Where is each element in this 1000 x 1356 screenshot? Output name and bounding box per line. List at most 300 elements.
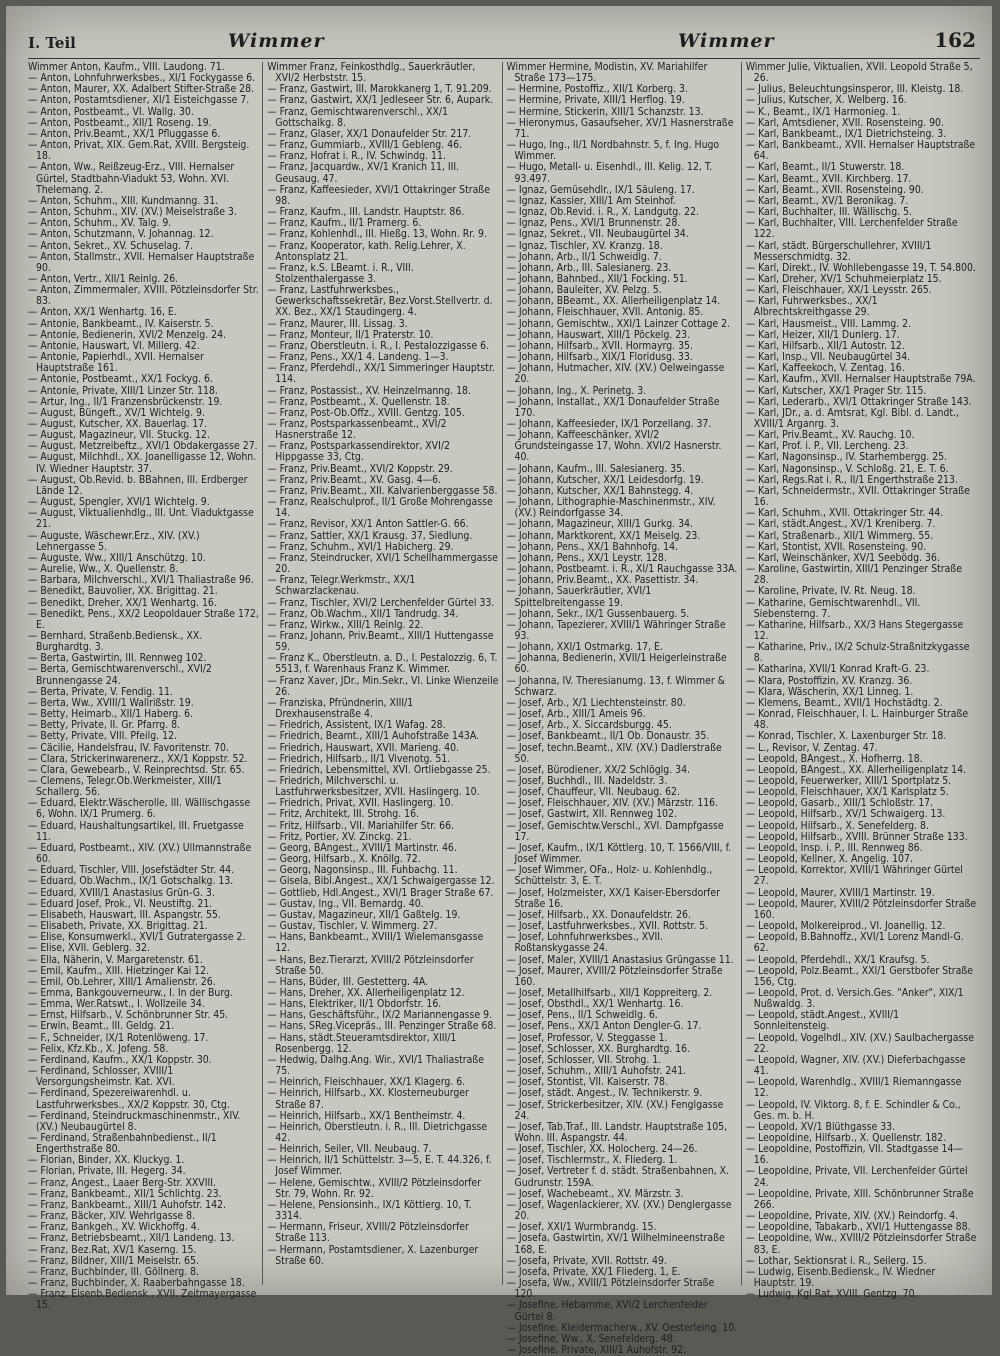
directory-entry: — Josefa, Gastwirtin, XV/1 Wilhelmineenstraße 168, E. xyxy=(506,1232,725,1256)
directory-entry: — F., Schneider, IX/1 Rotenlöweng. 17. xyxy=(28,1031,209,1044)
directory-entry: — Anton, Ww., Reißzeug-Erz., VIII. Hernalser Gürtel, Stadtbahn-Viadukt 53, Wohn. XVI. Thelemang. 2. xyxy=(28,161,235,196)
directory-entry: — Franz, Betriebsbeamt., XII/1 Landeng. 13. xyxy=(28,1232,235,1245)
directory-entry: — Franz, Postassist., XV. Heinzelmanng. 18. xyxy=(267,384,471,397)
directory-entry: — Karl, Schneidermstr., XVII. Ottakringer Straße 16. xyxy=(745,484,970,509)
directory-entry: — Klemens, Beamt., XVII/1 Hochstädtg. 2. xyxy=(745,696,943,709)
directory-entry: — Josef, Lohnfuhrwerksbes., XVII. Roßtanskygasse 24. xyxy=(506,931,663,955)
directory-entry: — Leopold, Korrektor, XVIII/1 Währinger Gürtel 27. xyxy=(745,864,963,888)
directory-entry: — Hans, Geschäftsführ., IX/2 Mariannengasse 9. xyxy=(267,1009,493,1022)
directory-entry: — Katharina, XVII/1 Konrad Kraft-G. 23. xyxy=(745,663,930,676)
directory-entry: — Gustav, Ing., VII. Bernardg. 40. xyxy=(267,897,424,910)
directory-entry: — Lothar, Sektionsrat i. R., Seilerg. 15. xyxy=(745,1254,927,1267)
directory-entry: — Antonie, Bankbeamt., IV. Kaiserstr. 5. xyxy=(28,317,214,330)
directory-entry: — Franz, Kooperator, kath. Relig.Lehrer, X. Antonsplatz 21. xyxy=(267,239,466,263)
directory-entry: — Franz, Gastwirt, III. Marokkanerg 1, T. 91.209. xyxy=(267,83,492,96)
directory-entry: — Ignaz, Tischler, XV. Kranzg. 18. xyxy=(506,239,663,252)
directory-entry: — Josef, Professor, V. Steggasse 1. xyxy=(506,1031,668,1044)
directory-entry: — Karl, Fleischhauer, XX/1 Leysstr. 265. xyxy=(745,284,932,297)
directory-entry: — August, Magazineur, VII. Stuckg. 12. xyxy=(28,429,210,442)
directory-entry: — Karl, Bankbeamt., IX/1 Dietrichsteing. 3. xyxy=(745,127,947,140)
running-head-left: Wimmer xyxy=(228,30,325,52)
directory-entry: — Berta, Gemischtwarenverschl., XVI/2 Brunnengasse 24. xyxy=(28,663,212,687)
directory-entry: — Leopold, Polz.Beamt., XXI/1 Gerstbofer Straße 156, Ctg. xyxy=(745,964,974,988)
directory-entry: — Anton, Privat, XIX. Gem.Rat, XVIII. Bergsteig. 18. xyxy=(28,139,250,163)
directory-entry: — Clemens, Telegr.Ob.Werkmeister, XIII/1 Schallerg. 56. xyxy=(28,775,222,799)
directory-entry: — Karl, Lederarb., XVI/1 Ottakringer Straße 143. xyxy=(745,395,972,408)
directory-entry: — Karl, Weinschänker, XV/1 Seebödg. 36. xyxy=(745,551,940,564)
column-3 xyxy=(506,61,742,1356)
directory-entry: — Leopold, Pferdehdl., XX/1 Kraufsg. 5. xyxy=(745,953,930,966)
directory-entry: — Franz, Post-Ob.Offz., XVIII. Gentzg. 105. xyxy=(267,406,465,419)
page-number: 162 xyxy=(934,28,976,52)
directory-entry: — Georg, BAngest., XVIII/1 Martinstr. 46. xyxy=(267,841,457,854)
directory-entry: — Karoline, Private, IV. Rt. Neug. 18. xyxy=(745,585,916,598)
directory-entry: — Johann, Pens., XX/1 Leystr. 128. xyxy=(506,551,667,564)
directory-entry: — Franz, Kaufm., II/1 Pramerg. 6. xyxy=(267,217,422,230)
directory-entry: — Josef, Schuhm., XIII/1 Auhofstr. 241. xyxy=(506,1065,687,1078)
directory-entry: — Eduard, Haushaltungsartikel, III. Fruetgasse 11. xyxy=(28,819,244,843)
directory-entry: — Franz, Bankbeamt., XIII/1 Auhofstr. 142. xyxy=(28,1198,226,1211)
directory-entry: — Franz, Tischler, XVI/2 Lerchenfelder Gürtel 33. xyxy=(267,596,495,609)
listing-columns xyxy=(28,61,980,1356)
directory-entry: — Katharine, Gemischtwarenhdl., VII. Siebensterng. 7. xyxy=(745,596,921,620)
directory-page xyxy=(6,6,992,1356)
directory-entry: — Josef, Bankbeamt., II/1 Ob. Donaustr. 35. xyxy=(506,730,710,743)
directory-entry: — Clara, Strickerinwarenerz., XX/1 Koppstr. 52. xyxy=(28,752,248,765)
directory-entry: — Heinrich, Hilfsarb., XX. Klosterneuburger Straße 87. xyxy=(267,1087,469,1111)
directory-entry: — Clara, Gewebearb., V. Reinprechtsd. Str. 65. xyxy=(28,763,245,776)
directory-entry: — Franz, Maurer, III. Lissag. 3. xyxy=(267,317,408,330)
directory-entry: — Karl, Beamt., XV/1 Beronikag. 7. xyxy=(745,194,909,207)
directory-entry: — Eduard, Ob.Wachm., IX/1 Gotschalkg. 13. xyxy=(28,875,234,888)
directory-entry: — August, Ob.Revid. b. BBahnen, III. Erdberger Lände 12. xyxy=(28,473,248,497)
directory-entry: — Franz, Pferdehdl., XX/1 Simmeringer Hauptstr. 114. xyxy=(267,362,495,386)
directory-entry: — Julius, Beleuchtungsinsperor, III. Kleistg. 18. xyxy=(745,83,964,96)
directory-entry: — Antonie, Postbeamt., XX/1 Fockyg. 6. xyxy=(28,373,213,386)
directory-entry: — Josef, Vertreter f. d. städt. Straßenbahnen, X. Gudrunstr. 159A. xyxy=(506,1165,729,1189)
directory-entry: — Leopold, Hilfsarb., XV/1 Schwaigerg. 13. xyxy=(745,808,946,821)
directory-entry: — Ludwig, Eisenb.Bediensk., IV. Wiedner Hauptstr. 19. xyxy=(745,1265,936,1290)
directory-entry: — Heinrich, Hilfsarb., XX/1 Bentheimstr. 4. xyxy=(267,1109,466,1122)
directory-entry: — Josefine, Kleidermacherw., XV. Oesterleing. 10. xyxy=(506,1321,738,1334)
directory-entry: — Josef, Fleischhauer, XIV. (XV.) Märzstr. 116. xyxy=(506,797,719,810)
directory-entry: — Franz K., Oberstleutn. a. D., I. Pestalozzig. 6, T. 5513, f. Warenhaus Franz K. Wimmer. xyxy=(267,652,498,676)
directory-entry: — Elisabeth, Hauswart, III. Aspangstr. 55. xyxy=(28,908,221,921)
directory-entry: — Johann, Kutscher, XX/1 Leidesdorfg. 19. xyxy=(506,473,704,486)
directory-entry: — Karl, Amtsdiener, XVII. Rosensteing. 90. xyxy=(745,116,944,129)
column-1 xyxy=(28,61,263,1312)
directory-entry: — Leopold, BAngest., X. Hofherrg. 18. xyxy=(745,752,923,765)
directory-entry: — Elisabeth, Private, XX. Brigittag. 21. xyxy=(28,920,208,933)
directory-entry: — Johanna, Bedienerin, XVII/1 Heigerleinstraße 60. xyxy=(506,652,727,676)
directory-entry: — Karl, Hilfsarb., XII/1 Autostr. 12. xyxy=(745,339,905,352)
directory-entry: — Johann, Kaffeeschänker, XVI/2 Grundsteingasse 17, Wohn. XVI/2 Hasnerstr. 40. xyxy=(506,429,722,464)
directory-entry: — Leopold, Feuerwerker, XIII/1 Sportplatz 5. xyxy=(745,775,952,787)
directory-entry: — Franz, Telegr.Werkmstr., XX/1 Schwarzlackenau. xyxy=(267,574,416,598)
directory-entry: — Josef, Chauffeur, VII. Neubaug. 62. xyxy=(506,786,680,799)
directory-entry: — Johann, Hauswart, XIII/1 Pöckelg. 23. xyxy=(506,328,691,341)
directory-entry: — Eduard, Postbeamt., XIV. (XV.) Ullmannstraße 60. xyxy=(28,841,252,866)
directory-entry: — Ignaz, Ob.Revid. i. R., X. Landgutg. 22. xyxy=(506,206,699,219)
directory-entry: — Franziska, Pfründnerin, XIII/1 Drexhausenstraße 4. xyxy=(267,696,414,721)
directory-entry: — Leopold, Warenhdlg., XVIII/1 Riemanngasse 12. xyxy=(745,1076,962,1100)
directory-entry: — Katharine, Priv., IX/2 Schulz-Straßnitzkygasse 8. xyxy=(745,641,970,665)
directory-entry: — August, Metzreibeftz., XVI/1 Obdakergasse 27. xyxy=(28,440,258,453)
directory-entry: — Anton, Priv.Beamt., XX/1 Pfluggasse 6. xyxy=(28,127,221,140)
directory-entry: — Karl, Heizer, XII/1 Dunlerg. 17. xyxy=(745,328,900,341)
directory-entry: — Josef, techn.Beamt., XIV. (XV.) Dadlerstraße 50. xyxy=(506,741,722,765)
directory-entry: — Eduard, XVIII/1 Anastasius Grün-G. 3. xyxy=(28,886,215,899)
directory-entry: — Karl, Bankbeamt., XVII. Hernalser Hauptstraße 64. xyxy=(745,139,976,163)
directory-entry: — Friedrich, Hilfsarb., II/1 Vivenotg. 51. xyxy=(267,752,451,765)
directory-entry: — Johann, BBeamt., XX. Allerheiligenplatz 14. xyxy=(506,295,721,308)
directory-entry: — Karl, Beamt., II/1 Stuwerstr. 18. xyxy=(745,161,905,174)
directory-entry: — Leopoldine, Private, VII. Lerchenfelder Gürtel 24. xyxy=(745,1165,968,1189)
directory-entry: — Josef, Arb., X/1 Liechtensteinstr. 80. xyxy=(506,696,686,709)
directory-entry: — Anton, Vertr., XII/1 Reinlg. 26. xyxy=(28,272,179,285)
directory-entry: — Julius, Kutscher, X. Welberg. 16. xyxy=(745,94,907,107)
directory-entry: — Leopold, Maurer, XVIII/1 Martinstr. 19. xyxy=(745,886,935,899)
directory-entry: — Friedrich, Privat, XVII. Haslingerg. 10. xyxy=(267,797,454,810)
directory-entry: — Karl, Insp., VII. Neubaugürtel 34. xyxy=(745,351,911,364)
directory-entry: — Johann, Magazineur, XIII/1 Gurkg. 34. xyxy=(506,518,693,531)
directory-entry: — Elise, Konsumwerkl., XVI/1 Gutratergasse 2. xyxy=(28,931,246,944)
directory-entry: — Josef, Metallhilfsarb., XII/1 Koppreiterg. 2. xyxy=(506,986,713,999)
directory-entry: — August, Viktualienhdlg., III. Unt. Viaduktgasse 21. xyxy=(28,507,254,531)
directory-entry: — Eduard, Tischler, VIII. Josefstädter Str. 44. xyxy=(28,864,235,877)
directory-entry: — Karl, Kaufm., XVII. Hernalser Hauptstraße 79A. xyxy=(745,373,976,386)
directory-entry: — Friedrich, Assistent, IX/1 Wafag. 28. xyxy=(267,719,446,732)
directory-entry: — Fritz, Hilfsarb., VII. Mariahilfer Str. 66. xyxy=(267,819,454,832)
directory-entry: — Franz, Angest., Laaer Berg-Str. XXVIII. xyxy=(28,1176,216,1189)
directory-entry: — Josef, Wagenlackierer, XV. (XV.) Denglergasse 20. xyxy=(506,1198,732,1223)
directory-entry: — Franz, Oberstleutn. i. R., I. Pestalozzigasse 6. xyxy=(267,339,490,352)
directory-entry: — Ferdinand, Steindruckmaschinenmstr., XIV. (XV.) Neubaugürtel 8. xyxy=(28,1109,241,1133)
directory-entry: — Franz, Buchbinder, X. Raaberbahngasse 18. xyxy=(28,1277,245,1290)
directory-entry: — Ignaz, Kassier, XIII/1 Am Steinhof. xyxy=(506,194,676,207)
directory-entry: — Auguste, Wäschewr.Erz., XIV. (XV.) Lehnergasse 5. xyxy=(28,529,200,553)
directory-entry: — Anton, Schuhm., XIII. Kundmanng. 31. xyxy=(28,194,219,207)
directory-entry: — Ferdinand, Kaufm., XX/1 Koppstr. 30. xyxy=(28,1053,212,1066)
directory-entry: — Josefine, Hebamme, XVI/2 Lerchenfelder Gürtel 8. xyxy=(506,1299,708,1323)
directory-entry: — Benedikt, Pens., XX/2 Leopoldauer Straße 172, E. xyxy=(28,607,259,631)
directory-entry: — Hieronymus, Gasaufseher, XV/1 Hasnerstraße 71. xyxy=(506,116,734,140)
directory-entry: — Franz, Kohlenhdl., III. Hießg. 13, Wohn. Rr. 9. xyxy=(267,228,487,241)
directory-entry: — Ludwig, Kgl.Rat, XVIII. Gentzg. 70. xyxy=(745,1288,918,1301)
directory-entry: — Anton, Maurer, XX. Adalbert Stifter-Straße 28. xyxy=(28,83,255,96)
directory-entry: — Anton, Lohnfuhrwerksbes., XI/1 Fockygasse 6. xyxy=(28,72,256,85)
directory-entry: — Leopold, IV. Viktorg. 8, f. E. Schindler & Co., Ges. m. b. H. xyxy=(745,1098,961,1122)
directory-entry: — Antonie, Bedienerin, XVI/2 Menzelg. 24. xyxy=(28,328,227,341)
section-label: I. Teil xyxy=(28,34,76,52)
directory-entry: — Franz, Wirkw., XIII/1 Reinlg. 22. xyxy=(267,618,424,631)
directory-entry: — Helene, Gemischtw., XVIII/2 Pötzleinsdorfer Str. 79, Wohn. Rr. 92. xyxy=(267,1176,482,1200)
directory-entry: — Franz, Jacquardw., XV/1 Kranich 11, III. Geusaug. 47. xyxy=(267,161,460,185)
directory-entry: — Josef, Schlosser, XX. Burghardtg. 16. xyxy=(506,1042,691,1055)
directory-entry: — Karl, Regs.Rat i. R., II/1 Engerthstraße 213. xyxy=(745,473,958,486)
directory-entry: — Georg, Hilfsarb., X. Knöllg. 72. xyxy=(267,853,421,866)
directory-entry: Wimmer Hermine, Modistin, XV. Mariahilfer Straße 173—175. xyxy=(506,61,708,85)
directory-entry: — Franz, Priv.Beamt., XII. Kalvarienberggasse 58. xyxy=(267,484,498,497)
directory-entry: — Klara, Wäscherin, XX/1 Linneg. 1. xyxy=(745,685,914,698)
directory-entry: — Anton, Schuhm., XIV. (XV.) Meiselstraße 3. xyxy=(28,206,237,219)
directory-entry: — Josef, Lastfuhrwerksbes., XVII. Rottstr. 5. xyxy=(506,920,709,933)
directory-entry: — Auguste, Ww., XIII/1 Anschützg. 10. xyxy=(28,551,206,564)
directory-entry: — Franz Xaver, JDr., Min.Sekr., VI. Linke Wienzeile 26. xyxy=(267,674,499,698)
directory-entry: — Josef, Tab.Traf., III. Landstr. Hauptstraße 105, Wohn. III. Aspangstr. 44. xyxy=(506,1120,728,1144)
directory-entry: — Karl, JDr., a. d. Amtsrat, Kgl. Bibl. d. Landt., XVIII/1 Arganrg. 3. xyxy=(745,406,959,430)
directory-entry: — Katharine, Hilfsarb., XX/3 Hans Stegergasse 12. xyxy=(745,618,964,642)
directory-entry: — Josef, Schlosser, VII. Strohg. 1. xyxy=(506,1053,662,1066)
directory-entry: — Josef, Buchhdl., III. Nadeldstr. 3. xyxy=(506,775,668,787)
directory-entry: — Gustav, Magazineur, XII/1 Gaßtelg. 19. xyxy=(267,908,461,921)
directory-entry: — Franz, Bankgeh., XV. Wickhoffg. 4. xyxy=(28,1221,200,1234)
directory-entry: — Josefa, Ww., XVIII/1 Pötzleinsdorfer Straße 120. xyxy=(506,1277,715,1301)
directory-entry: — Gisela, Bibl.Angest., XX/1 Schwaigergasse 12. xyxy=(267,875,495,888)
directory-entry: — Benedikt, Dreher, XX/1 Wenhartg. 16. xyxy=(28,596,217,609)
directory-entry: — Ferdinand, Straßenbahnbedienst., II/1 Engerthstraße 80. xyxy=(28,1132,217,1156)
directory-entry: — Johann, Marktkorent, XX/1 Meiselg. 23. xyxy=(506,529,701,542)
directory-entry: — Hugo, Ing., II/1 Nordbahnstr. 5, f. Ing. Hugo Wimmer. xyxy=(506,139,720,163)
directory-entry: — Josef, Holzmeister, XX/1 Kaiser-Ebersdorfer Straße 16. xyxy=(506,886,720,910)
directory-entry: — Johann, XXI/1 Ostmarkg. 17, E. xyxy=(506,641,663,654)
directory-entry: — Hans, städt.Steueramtsdirektor, XIII/1 Rosenbergg. 12. xyxy=(267,1031,457,1055)
directory-entry: — Ella, Näherin, V. Margaretenstr. 61. xyxy=(28,953,203,966)
directory-entry: — Johann, Ing., X. Perinetg. 3. xyxy=(506,384,647,397)
directory-entry: — Leopold, Fleischhauer, XX/1 Karlsplatz 5. xyxy=(745,786,949,799)
column-4 xyxy=(745,61,980,1301)
directory-entry: — Friedrich, Beamt., XIII/1 Auhofstraße 143A. xyxy=(267,730,480,743)
directory-entry: — Florian, Private, III. Hegerg. 34. xyxy=(28,1165,186,1178)
directory-entry: — Hermann, Friseur, XVIII/2 Pötzleinsdorfer Straße 113. xyxy=(267,1221,469,1245)
directory-entry: — Helene, Pensionsinh., IX/1 Köttlerg. 10, T. 3314. xyxy=(267,1198,472,1223)
directory-entry: — Hans, Elektriker, II/1 Obdorfstr. 16. xyxy=(267,998,442,1011)
directory-entry: — Johann, Kaffeesieder, IX/1 Porzellang. 37. xyxy=(506,418,712,430)
directory-entry: — Karl, Nagonsinsp., V. Schloßg. 21, E. T. 6. xyxy=(745,462,949,475)
directory-entry: — Karl, Beamt., XVII. Kirchberg. 17. xyxy=(745,172,912,185)
directory-entry: — Karl, Stontist, XVII. Rosensteing. 90. xyxy=(745,540,927,553)
directory-entry: — Konrad, Tischler, X. Laxenburger Str. 18. xyxy=(745,730,947,743)
directory-entry: — K., Beamt., IX/1 Harmonieg. 1. xyxy=(745,105,901,118)
directory-entry: — Berta, Private, V. Fendig. 11. xyxy=(28,685,173,698)
directory-entry: — Franz, Ob.Wachm., XII/1 Tandrudg. 34. xyxy=(267,607,459,620)
directory-entry: — Franz, Gummiarb., XVIII/1 Gebleng. 46. xyxy=(267,139,462,152)
directory-entry: — Anton, Schutzmann, V. Johannag. 12. xyxy=(28,228,214,241)
directory-entry: — Anton, Postbeamt., VI. Wallg. 30. xyxy=(28,105,194,118)
directory-entry: — Leopold, Kellner, X. Angelig. 107. xyxy=(745,853,913,866)
directory-entry: — Leopold, Molkereiprod., VI. Joanellig. 12. xyxy=(745,920,946,933)
directory-entry: — Franz, Realschulprof., II/1 Große Mohrengasse 14. xyxy=(267,496,493,520)
directory-entry: — Ignaz, Gemüsehdlr., IX/1 Säuleng. 17. xyxy=(506,183,695,196)
directory-entry: — Franz, Kaufm., III. Landstr. Hauptstr. 86. xyxy=(267,206,465,219)
directory-entry: — Gustav, Tischler, V. Wimmerg. 27. xyxy=(267,920,438,933)
directory-entry: — Franz, Postsparkassendirektor, XVI/2 Hippgasse 33, Ctg. xyxy=(267,440,450,464)
directory-entry: — Franz, Postbeamt., X. Quellenstr. 18. xyxy=(267,395,450,408)
directory-entry: — Leopold, B.Bahnoffz., XVI/1 Lorenz Mandl-G. 62. xyxy=(745,931,964,955)
directory-entry: — Hermann, Postamtsdiener, X. Lazenburger Straße 60. xyxy=(267,1243,479,1267)
directory-entry: — Franz, Glaser, XX/1 Donaufelder Str. 217. xyxy=(267,127,472,140)
directory-entry: — Hermine, Stickerin, XIII/1 Schanzstr. 13. xyxy=(506,105,704,118)
directory-entry: — Antonie, Papierhdl., XVII. Hernalser Hauptstraße 161. xyxy=(28,351,204,375)
directory-entry: — Leopold, Hilfsarb., XVIII. Brünner Straße 133. xyxy=(745,830,968,843)
directory-entry: — Gottlieb, Hdl.Angest., XVI/1 Brager Straße 67. xyxy=(267,886,494,899)
directory-entry: — Anton, XX/1 Wenhartg. 16, E. xyxy=(28,306,177,319)
directory-entry: — Josef, Wachebeamt., XV. Märzstr. 3. xyxy=(506,1187,684,1200)
directory-entry: — Johann, Hutmacher, XIV. (XV.) Oelweingasse 20. xyxy=(506,362,725,386)
directory-entry: — Emma, Wer.Ratswt., I. Wollzeile 34. xyxy=(28,998,205,1011)
directory-entry: — Artur, Ing., II/1 Franzensbrückenstr. 19. xyxy=(28,395,223,408)
directory-entry: — Eduard Josef, Prok., VI. Neustiftg. 21. xyxy=(28,897,213,910)
directory-entry: — Karl, Buchhalter, VIII. Lerchenfelder Straße 122. xyxy=(745,217,958,241)
directory-entry: — Anton, Stallmstr., XVII. Hernalser Hauptstraße 90. xyxy=(28,250,255,274)
directory-entry: — Franz, Bankbeamt., XII/1 Schlichtg. 23. xyxy=(28,1187,222,1200)
directory-entry: — Karl, Beamt., XVII. Rosensteing. 90. xyxy=(745,183,924,196)
directory-entry: — Franz, Johann, Priv.Beamt., XIII/1 Huttengasse 59. xyxy=(267,629,494,654)
directory-entry: — Ferdinand, Spezereiwarenhdl. u. Lastfuhrwerksbes., XX/2 Koppstr. 30, Ctg. xyxy=(28,1087,230,1111)
directory-entry: — Franz, Pens., XX/1 4. Landeng. 1—3. xyxy=(267,351,449,364)
directory-entry: — Josef, Tischler, XX. Holocherg. 24—26. xyxy=(506,1143,698,1156)
directory-entry: — Johann, Arb., II/1 Schweidlg. 7. xyxy=(506,250,662,263)
directory-entry: — Franz, Sattler, XX/1 Krausg. 37, Siedlung. xyxy=(267,529,473,542)
directory-entry: — Emil, Ob.Lehrer, XIII/1 Amalienstr. 26. xyxy=(28,975,216,988)
directory-entry: — Leopold, Prot. d. Versich.Ges. "Anker", XIX/1 Nußwaldg. 3. xyxy=(745,986,964,1011)
directory-entry: — Franz, Steindrucker, XVI/1 Schellhammergasse 20. xyxy=(267,551,498,576)
directory-entry: — Josefa, Private, XVII. Rottstr. 49. xyxy=(506,1254,667,1267)
directory-entry: — Emil, Kaufm., XIII. Hietzinger Kai 12. xyxy=(28,964,210,977)
directory-entry: — Karoline, Gastwirtin, XIII/1 Penzinger Straße 28. xyxy=(745,563,963,587)
directory-entry: — Franz, Priv.Beamt., XV. Gasg. 4—6. xyxy=(267,473,441,486)
directory-entry: — Karl, Nagonsinsp., IV. Starhembergg. 25. xyxy=(745,451,948,464)
directory-entry: — Heinrich, Oberstleutn. i. R., III. Dietrichgasse 42. xyxy=(267,1120,488,1144)
directory-entry: — Josef, Tischlermstr., X. Fliederg. 1. xyxy=(506,1154,678,1167)
directory-entry: — Josef, XXI/1 Wurmbrandg. 15. xyxy=(506,1221,657,1234)
directory-entry: — Leopold, Vogelhdl., XIV. (XV.) Saulbachergasse 22. xyxy=(745,1031,974,1055)
directory-entry: — Johann, Sauerkräutler, XVI/1 Spittelbreitengasse 19. xyxy=(506,585,652,609)
directory-entry: — Elise, XVII. Geblerg. 32. xyxy=(28,942,150,955)
directory-entry: — Aurelie, Ww., X. Quellenstr. 8. xyxy=(28,563,179,576)
directory-entry: — Franz, Schuhm., XVI/1 Habicherg. 29. xyxy=(267,540,454,553)
directory-entry: — Antonie, Hauswart, VI. Millerg. 42. xyxy=(28,339,200,352)
directory-entry: — Johann, Hilfsarb., XIX/1 Floridusg. 33. xyxy=(506,351,693,364)
directory-entry: — Berta, Gastwirtin, III. Rennweg 102. xyxy=(28,652,207,665)
directory-entry: — Karl, Buchhalter, III. Wällischg. 5. xyxy=(745,206,912,219)
directory-entry: — Johann, Hilfsarb., XVII. Hormayrg. 35. xyxy=(506,339,693,352)
directory-entry: — Josef, städt. Angest., IV. Technikerstr. 9. xyxy=(506,1087,703,1100)
directory-entry: — Josef, Pens., II/1 Schweidlg. 6. xyxy=(506,1009,658,1022)
directory-entry: — Anton, Schuhm., XV. Talg. 9. xyxy=(28,217,172,230)
directory-entry: — Josef Wimmer, OFa., Holz- u. Kohlenhdlg., Schüttelstr. 3, E. T. xyxy=(506,864,713,888)
directory-entry: — Franz, Eisenb.Bediensk., XVII. Zeitmayergasse 15. xyxy=(28,1288,257,1312)
directory-entry: — Leopoldine, Ww., XVIII/2 Pötzleinsdorfer Straße 83, E. xyxy=(745,1232,977,1256)
directory-entry: — August, Spengler, XVI/1 Wichtelg. 9. xyxy=(28,496,210,509)
directory-entry: — Johanna, IV. Theresianumg. 13, f. Wimmer & Schwarz. xyxy=(506,674,725,698)
directory-entry: — Josef, Stontist, VII. Kaiserstr. 78. xyxy=(506,1076,668,1089)
directory-entry: — Friedrich, Milchverschl. u. Lastfuhrwerksbesitzer, XVII. Haslingerg. 10. xyxy=(267,775,480,799)
directory-entry: — Franz, Gastwirt, XX/1 Jedleseer Str. 6, Aupark. xyxy=(267,94,494,107)
directory-entry: — Franz, Bäcker, XIV. Wehrlgasse 8. xyxy=(28,1210,196,1223)
directory-entry: — Franz, Revisor, XX/1 Anton Sattler-G. 66. xyxy=(267,518,469,531)
directory-entry: — Heinrich, II/1 Schüttelstr. 3—5, E. T. 44.326, f. Josef Wimmer. xyxy=(267,1154,492,1178)
directory-entry: — Georg, Nagonsinsp., III. Fuhbachg. 11. xyxy=(267,864,458,877)
directory-entry: — Josef, Gemischtw.Verschl., XVI. Dampfgasse 17. xyxy=(506,819,724,843)
directory-entry: — Johann, Gemischtw., XXI/1 Lainzer Cottage 2. xyxy=(506,317,731,330)
directory-entry: — Josef, Hilfsarb., XX. Donaufeldstr. 26. xyxy=(506,908,691,921)
directory-entry: — Barbara, Milchverschl., XVI/1 Thaliastraße 96. xyxy=(28,574,254,587)
directory-entry: — Josefa, Private, XX/1 Fliederg. 1, E. xyxy=(506,1265,681,1278)
directory-entry: — Franz, Bildner, XIII/1 Meiselstr. 65. xyxy=(28,1254,199,1267)
directory-entry: — Franz, Hofrat i. R., IV. Schwindg. 11. xyxy=(267,150,446,163)
directory-entry: — Johann, Priv.Beamt., XX. Pasettistr. 34. xyxy=(506,574,699,587)
directory-entry: — Karl, Straßenarb., XII/1 Wimmerg. 55. xyxy=(745,529,934,542)
directory-entry: — Franz, Priv.Beamt., XVI/2 Koppstr. 29. xyxy=(267,462,453,475)
column-2 xyxy=(267,62,502,1285)
directory-entry: — Josef, Maler, XVIII/1 Anastasius Grüngasse 11. xyxy=(506,953,734,966)
directory-entry: — Johann, Kutscher, XX/1 Bahnstegg. 4. xyxy=(506,484,694,497)
directory-entry: — Leopold, Gasarb., XIII/1 Schloßstr. 17. xyxy=(745,797,934,810)
directory-entry: — Franz, Gemischtwarenverschl., XX/1 Gottschalkg. 8. xyxy=(267,105,448,129)
directory-entry: — Florian, Binder, XX. Kluckyg. 1. xyxy=(28,1154,185,1167)
directory-entry: — Josef, Maurer, XVIII/2 Pötzleinsdorfer Straße 160. xyxy=(506,964,723,988)
directory-entry: — Leopold, Wagner, XIV. (XV.) Dieferbachgasse 41. xyxy=(745,1053,966,1078)
directory-entry: — Bernhard, Straßenb.Bediensk., XX. Burghardtg. 3. xyxy=(28,629,203,654)
directory-entry: — Josef, Arb., XIII/1 Ameis 96. xyxy=(506,708,646,721)
directory-entry: — Hans, Büder, III. Gestetterg. 4A. xyxy=(267,975,429,988)
directory-entry: — Hermine, Postoffiz., XII/1 Korberg. 3. xyxy=(506,83,688,96)
page-header xyxy=(28,28,980,59)
directory-entry: — Klara, Postoffizin, XV. Kranzg. 36. xyxy=(745,674,913,687)
directory-entry: — Josefine, Ww., X. Senefelderg. 48. xyxy=(506,1332,676,1345)
directory-entry: — Hugo, Metall- u. Eisenhdl., III. Kelig. 12, T. 93.497. xyxy=(506,161,713,185)
directory-entry: — August, Milchhdl., XX. Joanelligasse 12, Wohn. IV. Wiedner Hauptstr. 37. xyxy=(28,451,257,475)
directory-entry: — Karl, städt. Bürgerschullehrer, XVIII/1 Messerschmidtg. 32. xyxy=(745,239,932,263)
directory-entry: — Karl, Schuhm., XVII. Ottakringer Str. 44. xyxy=(745,507,944,520)
directory-entry: — Karl, Dreher, XV/1 Schuhmeierplatz 15. xyxy=(745,272,942,285)
directory-entry: — Leopold, BAngest., XX. Allerheiligenplatz 14. xyxy=(745,763,967,776)
running-head-right: Wimmer xyxy=(678,30,775,52)
directory-entry: — Karl, Direkt., IV. Wohllebengasse 19, T. 54.800. xyxy=(745,261,976,274)
directory-entry: — Cäcilie, Handelsfrau, IV. Favoritenstr. 70. xyxy=(28,741,229,754)
directory-entry: — Eduard, Elektr.Wäscherolle, III. Wällischgasse 6, Wohn. IX/1 Prumerg. 6. xyxy=(28,797,251,821)
directory-entry: — L., Revisor, V. Zentag. 47. xyxy=(745,741,878,754)
directory-entry: — Franz, Buchbinder, III. Göllnerg. 8. xyxy=(28,1265,200,1278)
directory-entry: — Leopoldine, Private, XIII. Schönbrunner Straße 266. xyxy=(745,1187,974,1211)
directory-entry: — Franz, Kaffeesieder, XVI/1 Ottakringer Straße 98. xyxy=(267,183,490,207)
directory-entry: — August, Büngeft., XV/1 Wichtelg. 9. xyxy=(28,406,205,419)
directory-entry: — Josef, Pens., XX/1 Anton Dengler-G. 17. xyxy=(506,1020,702,1033)
directory-entry: — Johann, Bahnbed., XII/1 Focking. 51. xyxy=(506,272,688,285)
directory-entry: — Karl, städt.Angest., XV/1 Kreniberg. 7. xyxy=(745,518,936,531)
directory-entry: — Hans, Bez.Tierarzt, XVIII/2 Pötzleinsdorfer Straße 50. xyxy=(267,953,474,977)
directory-entry: — Franz, Bez.Rat, XV/1 Kaserng. 15. xyxy=(28,1243,197,1256)
directory-entry: — Johann, Kaufm., III. Salesianerg. 35. xyxy=(506,462,686,475)
directory-entry: — Johann, Arb., III. Salesianerg. 23. xyxy=(506,261,672,274)
directory-entry: — Antonie, Private, XIII/1 Linzer Str. 118. xyxy=(28,384,218,397)
directory-entry: — Franz, Lastfuhrwerksbes., Gewerkschaftssekretär, Bez.Vorst.Stellvertr. d. XX. Bez., XX/1 Staudingerg. 4. xyxy=(267,284,493,319)
directory-entry: — Karl, Kaffeekoch, V. Zentag. 16. xyxy=(745,362,905,375)
directory-entry: — Johann, Fleischhauer, XVII. Antonig. 85. xyxy=(506,306,704,319)
directory-entry: — Franz, k.S. LBeamt. i. R., VIII. Stolzenthalergasse 3. xyxy=(267,261,414,285)
directory-entry: — Emma, Bankgouverneurw., I. In der Burg. xyxy=(28,986,233,999)
directory-entry: — Karl, Priv.Beamt., XV. Rauchg. 10. xyxy=(745,429,915,442)
directory-entry: — Franz, Postsparkassenbeamt., XVI/2 Hasnerstraße 12. xyxy=(267,418,447,442)
directory-entry: Wimmer Anton, Kaufm., VIII. Laudong. 71. xyxy=(28,61,225,73)
directory-entry: — Anton, Zimmermaler, XVIII. Pötzleinsdorfer Str. 83. xyxy=(28,284,259,308)
directory-entry: — Josef, Obsthdl., XX/1 Wenhartg. 16. xyxy=(506,998,684,1011)
directory-entry: — Ernst, Hilfsarb., V. Schönbrunner Str. 45. xyxy=(28,1009,229,1022)
directory-entry: — Leopold, Maurer, XVIII/2 Pötzleinsdorfer Straße 160. xyxy=(745,897,977,921)
directory-entry: — Hedwig, Dalhg.Ang. Wir., XVI/1 Thaliastraße 75. xyxy=(267,1053,485,1078)
directory-entry: — Benedikt, Bauvolier, XX. Brigittag. 21. xyxy=(28,585,218,598)
